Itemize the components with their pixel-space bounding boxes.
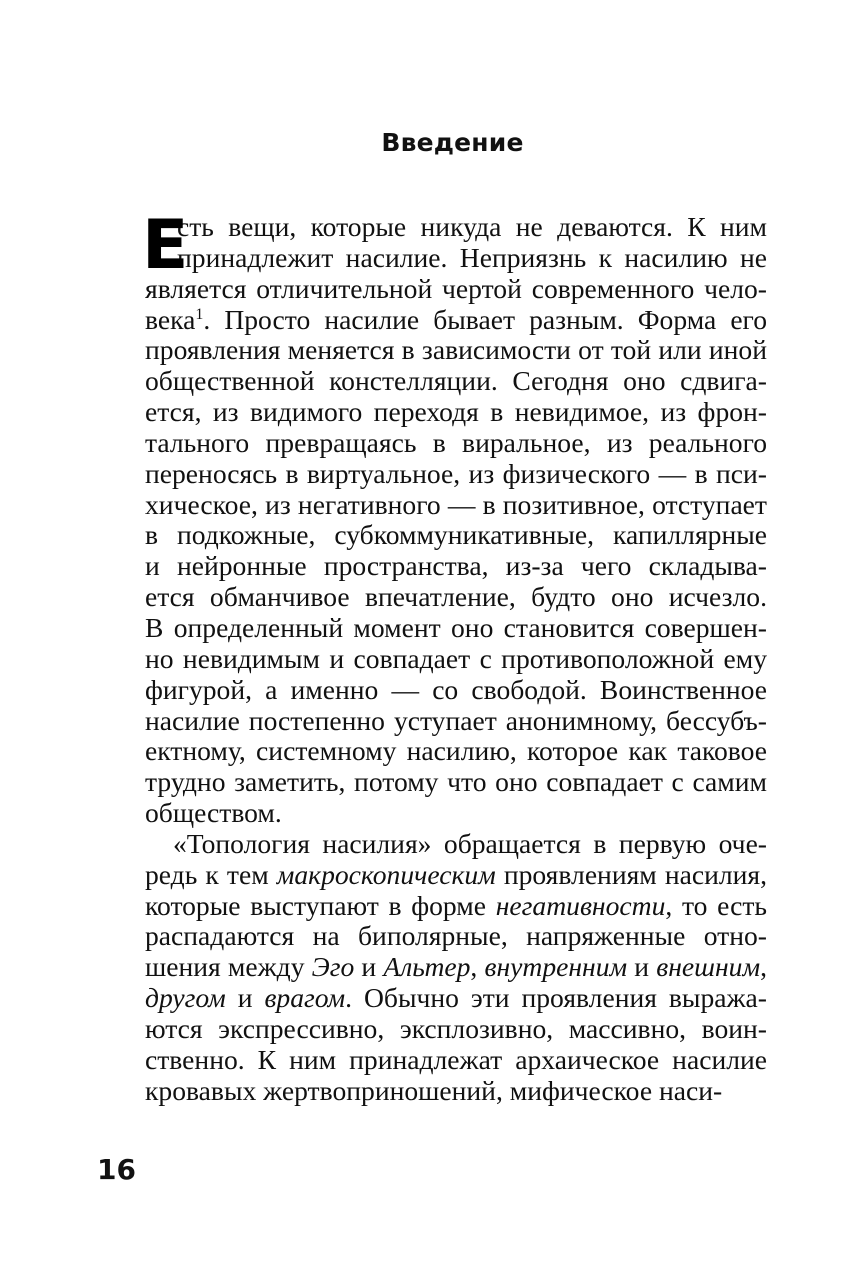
body-text xyxy=(142,206,767,1106)
text-line xyxy=(145,305,767,336)
text-line xyxy=(145,243,767,274)
text-segment: распадаются на биполярные, напряженные отно- xyxy=(145,920,767,952)
text-segment: в подкожные, субкоммуникативные, капиллярные xyxy=(145,519,767,551)
text-line xyxy=(145,428,767,459)
text-segment: ектному, системному насилию, которое как таковое xyxy=(145,735,767,767)
italic-text: врагом xyxy=(264,982,346,1014)
drop-cap: Е xyxy=(142,206,189,285)
text-segment: сть вещи, которые никуда не деваются. К ним xyxy=(177,211,767,242)
text-line xyxy=(145,1045,767,1076)
text-line xyxy=(145,366,767,397)
text-segment: и xyxy=(627,951,657,983)
text-line xyxy=(145,706,767,737)
text-segment: «Топология насилия» обращается в первую оче- xyxy=(173,827,767,859)
text-line xyxy=(145,613,767,644)
text-line xyxy=(145,675,767,706)
text-line xyxy=(145,952,767,983)
text-segment: обществом. xyxy=(145,797,282,829)
text-segment: и нейронные пространства, из-за чего складыва- xyxy=(145,550,767,582)
text-segment: ственно. К ним принадлежат архаическое насилие xyxy=(145,1043,767,1075)
text-line xyxy=(145,798,767,829)
text-segment: проявлениям насилия, xyxy=(495,858,767,890)
text-segment: общественной констелляции. Сегодня оно сдвига- xyxy=(145,365,767,397)
footnote-marker: 1 xyxy=(195,305,204,323)
text-line xyxy=(145,921,767,952)
text-segment: , то есть xyxy=(665,889,767,921)
text-line xyxy=(145,212,767,243)
text-segment: трудно заметить, потому что оно совпадает с самим xyxy=(145,766,767,798)
italic-text: Эго xyxy=(311,951,355,983)
italic-text: другом xyxy=(145,982,226,1014)
chapter-heading: Введение xyxy=(381,128,524,157)
text-line xyxy=(145,520,767,551)
text-segment: но невидимым и совпадает с противоположной ему xyxy=(145,642,767,674)
text-segment: века xyxy=(145,303,196,335)
text-line xyxy=(145,829,767,860)
text-line xyxy=(145,1076,767,1107)
text-segment: которые выступают в форме xyxy=(145,889,496,921)
text-segment: ется обманчивое впечатление, будто оно исчезло. xyxy=(145,581,767,613)
text-line xyxy=(145,397,767,428)
text-segment: переносясь в виртуальное, из физического — в пси- xyxy=(145,457,767,489)
italic-text: внутренним xyxy=(484,951,628,983)
italic-text: Альтер xyxy=(383,951,471,983)
text-segment: фигурой, а именно — со свободой. Воинственное xyxy=(145,673,767,705)
italic-text: макроскопическим xyxy=(276,858,496,890)
text-line xyxy=(145,459,767,490)
text-segment: и xyxy=(225,982,265,1014)
page-number: 16 xyxy=(97,1153,136,1186)
text-segment: , xyxy=(760,951,767,983)
text-segment: , xyxy=(470,951,485,983)
italic-text: внешним xyxy=(656,951,761,983)
text-segment: проявления меняется в зависимости от той или иной xyxy=(145,334,767,366)
text-line xyxy=(145,274,767,305)
text-line xyxy=(145,551,767,582)
text-line xyxy=(145,860,767,891)
text-segment: насилие постепенно уступает анонимному, бессубъ- xyxy=(145,704,767,736)
italic-text: негативности xyxy=(495,889,666,921)
text-segment: ется, из видимого переходя в невидимое, из фрон- xyxy=(145,396,767,428)
text-line xyxy=(145,1014,767,1045)
text-segment: . Просто насилие бывает разным. Форма его xyxy=(203,303,767,335)
text-line xyxy=(145,767,767,798)
text-line xyxy=(145,891,767,922)
text-segment: хическое, из негативного — в позитивное, отступает xyxy=(145,488,767,520)
text-segment: шения между xyxy=(145,951,312,983)
text-segment: и xyxy=(354,951,384,983)
text-line xyxy=(145,490,767,521)
text-segment: кровавых жертвоприношений, мифическое наси- xyxy=(145,1074,723,1106)
text-segment: ются экспрессивно, эксплозивно, массивно, воин- xyxy=(145,1012,767,1044)
text-segment: принадлежит насилие. Неприязнь к насилию не xyxy=(177,241,767,273)
text-segment: тального превращаясь в виральное, из реального xyxy=(145,426,767,458)
text-line xyxy=(145,582,767,613)
text-line xyxy=(145,736,767,767)
text-line xyxy=(145,335,767,366)
text-line xyxy=(145,983,767,1014)
text-segment: В определенный момент оно становится совершен- xyxy=(145,611,767,643)
text-line xyxy=(145,644,767,675)
text-segment: . Обычно эти проявления выража- xyxy=(345,982,767,1014)
text-segment: редь к тем xyxy=(145,858,277,890)
text-segment: является отличительной чертой современного чело- xyxy=(145,272,767,304)
